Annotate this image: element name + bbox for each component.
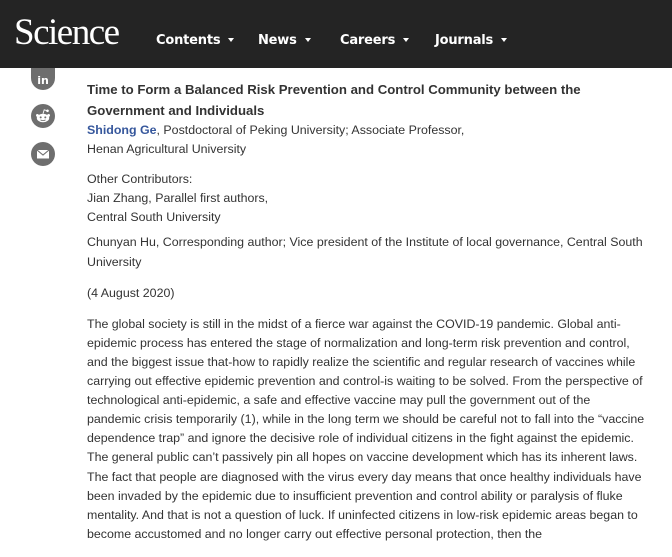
author-affiliation-institution: Henan Agricultural University (87, 142, 247, 157)
article-paragraph-1: The global society is still in the midst of a fierce war against the COVID-19 pandemic. Global anti-epidemic process has entered the stage of normalization and long-term risk prevention and control, and the biggest issue that-how to rapidly realize the scientific and regular research of vaccines while carrying out effective epidemic prevention and control-is waiting to be solved. From the perspective of technological anti-epidemic, a safe and effective vaccine may pull the government out of the pandemic crisis temporarily (1), while in the long term we should be careful not to fall into the “vaccine dependence trap” and ignore the decisive role of individual citizens in the fight against the epidemic. The general public can’t passively pin all hopes on vaccine development which has its inherent laws. (87, 316, 645, 465)
nav-journals-label: Journals (435, 33, 494, 48)
chevron-down-icon (305, 38, 311, 42)
article-content (87, 80, 647, 544)
contributors-block (87, 170, 647, 227)
article-title: Time to Form a Balanced Risk Prevention and Control Community between the Government and Individuals (87, 82, 581, 118)
nav-contents-label: Contents (156, 33, 221, 48)
contributor-jian-zhang: Jian Zhang, Parallel first authors, (87, 191, 269, 206)
linkedin-icon[interactable] (31, 68, 55, 90)
author-info (87, 121, 647, 159)
contributor-chunyan-hu: Chunyan Hu, Corresponding author; Vice president of the Institute of local governance, Central South University (87, 235, 643, 269)
article-paragraph-2: The fact that people are diagnosed with the virus every day means that once healthy individuals have been invaded by the epidemic due to insufficient prevention and control ability or paralysis of fluke mentality. And that is not a question of luck. If uninfected citizens in low-risk epidemic areas began to become accustomed and no longer carry out effective personal protection, then the (87, 469, 642, 541)
author-affiliation: , Postdoctoral of Peking University; Associate Professor, (156, 123, 465, 137)
chevron-down-icon (228, 38, 234, 42)
nav-journals[interactable] (435, 33, 507, 49)
science-logo[interactable]: Science (14, 12, 119, 53)
top-navigation-bar (0, 0, 672, 68)
nav-careers-label: Careers (340, 33, 396, 48)
chevron-down-icon (501, 38, 507, 42)
svg-text:in: in (37, 74, 49, 87)
chevron-down-icon (403, 38, 409, 42)
reddit-icon[interactable] (31, 104, 55, 128)
publication-date: (4 August 2020) (87, 285, 175, 300)
nav-news-label: News (258, 33, 297, 48)
nav-contents[interactable] (156, 33, 234, 49)
nav-news[interactable] (258, 33, 311, 49)
nav-careers[interactable] (340, 33, 409, 49)
email-icon[interactable] (31, 142, 55, 166)
contributor-jian-zhang-affiliation: Central South University (87, 210, 221, 225)
author-name-link[interactable]: Shidong Ge (87, 123, 157, 137)
contributors-label: Other Contributors: (87, 172, 193, 187)
